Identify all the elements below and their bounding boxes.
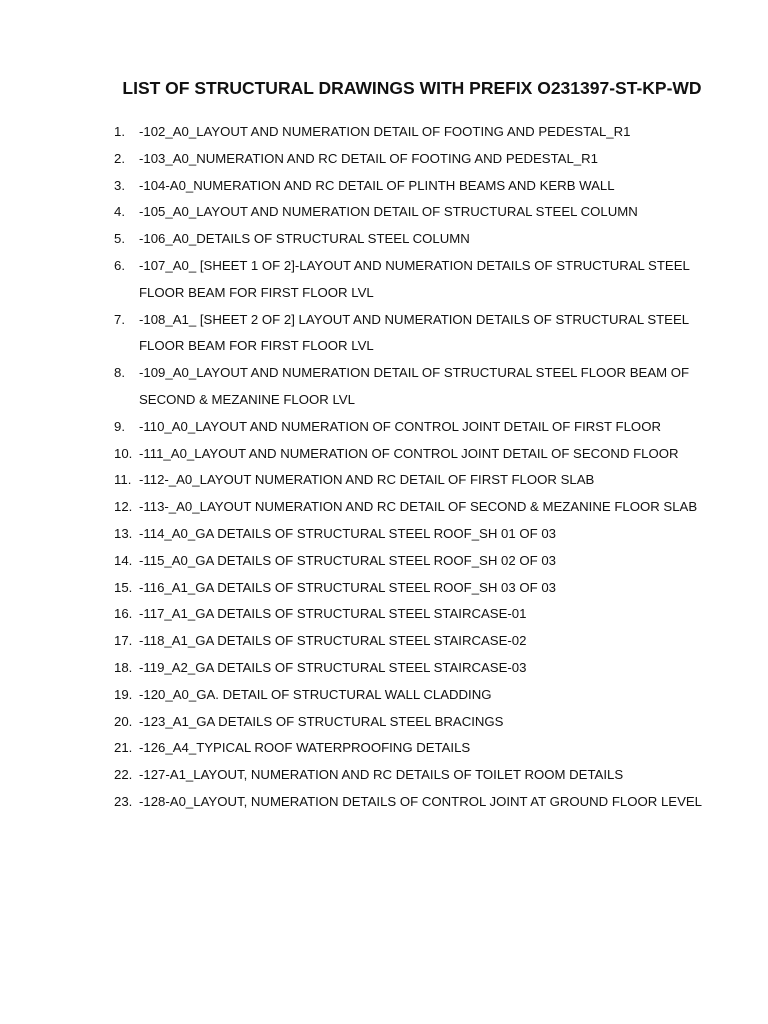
list-item — [114, 601, 734, 628]
item-text: -106_A0_DETAILS OF STRUCTURAL STEEL COLUMN — [139, 231, 470, 247]
drawing-list — [114, 119, 734, 816]
list-item — [114, 735, 734, 762]
item-number: 21. — [114, 740, 133, 756]
list-item — [114, 548, 734, 575]
list-item — [114, 494, 734, 521]
item-number: 6. — [114, 257, 125, 273]
item-text: -116_A1_GA DETAILS OF STRUCTURAL STEEL ROOF_SH 03 OF 03 — [139, 579, 556, 595]
list-item — [114, 682, 734, 709]
list-item — [114, 575, 734, 602]
item-text: -111_A0_LAYOUT AND NUMERATION OF CONTROL JOINT DETAIL OF SECOND FLOOR — [139, 445, 679, 461]
list-item — [114, 226, 734, 253]
item-number: 15. — [114, 579, 133, 595]
item-number: 2. — [114, 150, 125, 166]
item-text: -126_A4_TYPICAL ROOF WATERPROOFING DETAILS — [139, 740, 471, 756]
item-text: -107_A0_ [SHEET 1 OF 2]-LAYOUT AND NUMERATION DETAILS OF STRUCTURAL STEEL FLOOR BEAM FOR FIRST FLOOR LVL — [139, 257, 690, 300]
item-number: 4. — [114, 204, 125, 220]
list-item — [114, 628, 734, 655]
document-title: LIST OF STRUCTURAL DRAWINGS WITH PREFIX O231397-ST-KP-WD — [122, 78, 702, 98]
list-item — [114, 360, 734, 414]
item-text: -117_A1_GA DETAILS OF STRUCTURAL STEEL STAIRCASE-01 — [139, 606, 527, 622]
item-text: -120_A0_GA. DETAIL OF STRUCTURAL WALL CLADDING — [139, 686, 492, 702]
item-number: 23. — [114, 793, 133, 809]
item-number: 12. — [114, 499, 133, 515]
item-text: -108_A1_ [SHEET 2 OF 2] LAYOUT AND NUMERATION DETAILS OF STRUCTURAL STEEL FLOOR BEAM FOR FIRST FLOOR LVL — [139, 311, 689, 354]
item-number: 17. — [114, 633, 133, 649]
item-text: -102_A0_LAYOUT AND NUMERATION DETAIL OF FOOTING AND PEDESTAL_R1 — [139, 124, 631, 139]
item-number: 5. — [114, 231, 125, 247]
list-item — [114, 414, 734, 441]
list-item — [114, 789, 734, 816]
item-text: -119_A2_GA DETAILS OF STRUCTURAL STEEL STAIRCASE-03 — [139, 659, 527, 675]
list-item — [114, 709, 734, 736]
list-item — [114, 119, 734, 146]
item-number: 9. — [114, 418, 125, 434]
item-number: 19. — [114, 686, 133, 702]
item-number: 22. — [114, 767, 133, 783]
list-item — [114, 655, 734, 682]
list-item — [114, 253, 734, 307]
item-number: 7. — [114, 311, 125, 327]
item-text: -103_A0_NUMERATION AND RC DETAIL OF FOOTING AND PEDESTAL_R1 — [139, 150, 598, 166]
item-number: 11. — [114, 472, 132, 488]
item-number: 16. — [114, 606, 133, 622]
list-item — [114, 146, 734, 173]
item-text: -112-_A0_LAYOUT NUMERATION AND RC DETAIL OF FIRST FLOOR SLAB — [139, 472, 595, 488]
item-text: -118_A1_GA DETAILS OF STRUCTURAL STEEL STAIRCASE-02 — [139, 633, 527, 649]
list-item — [114, 467, 734, 494]
item-text: -115_A0_GA DETAILS OF STRUCTURAL STEEL ROOF_SH 02 OF 03 — [139, 552, 556, 568]
item-text: -105_A0_LAYOUT AND NUMERATION DETAIL OF STRUCTURAL STEEL COLUMN — [139, 204, 638, 220]
list-item — [114, 173, 734, 200]
item-text: -127-A1_LAYOUT, NUMERATION AND RC DETAILS OF TOILET ROOM DETAILS — [139, 767, 624, 783]
item-number: 13. — [114, 525, 133, 541]
list-item — [114, 762, 734, 789]
item-text: -128-A0_LAYOUT, NUMERATION DETAILS OF CONTROL JOINT AT GROUND FLOOR LEVEL — [139, 793, 703, 809]
item-text: -104-A0_NUMERATION AND RC DETAIL OF PLINTH BEAMS AND KERB WALL — [139, 177, 615, 193]
item-number: 1. — [114, 124, 125, 139]
item-text: -110_A0_LAYOUT AND NUMERATION OF CONTROL JOINT DETAIL OF FIRST FLOOR — [139, 418, 661, 434]
list-item — [114, 307, 734, 361]
item-number: 14. — [114, 552, 133, 568]
list-item — [114, 521, 734, 548]
item-number: 8. — [114, 365, 125, 381]
list-item — [114, 199, 734, 226]
item-number: 10. — [114, 445, 133, 461]
item-number: 3. — [114, 177, 125, 193]
item-text: -123_A1_GA DETAILS OF STRUCTURAL STEEL BRACINGS — [139, 713, 504, 729]
item-text: -114_A0_GA DETAILS OF STRUCTURAL STEEL ROOF_SH 01 OF 03 — [139, 525, 556, 541]
item-number: 18. — [114, 659, 133, 675]
item-number: 20. — [114, 713, 133, 729]
item-text: -113-_A0_LAYOUT NUMERATION AND RC DETAIL OF SECOND & MEZANINE FLOOR SLAB — [139, 499, 698, 515]
item-text: -109_A0_LAYOUT AND NUMERATION DETAIL OF STRUCTURAL STEEL FLOOR BEAM OF SECOND & MEZANINE FLOOR LVL — [139, 365, 690, 407]
list-item — [114, 441, 734, 468]
